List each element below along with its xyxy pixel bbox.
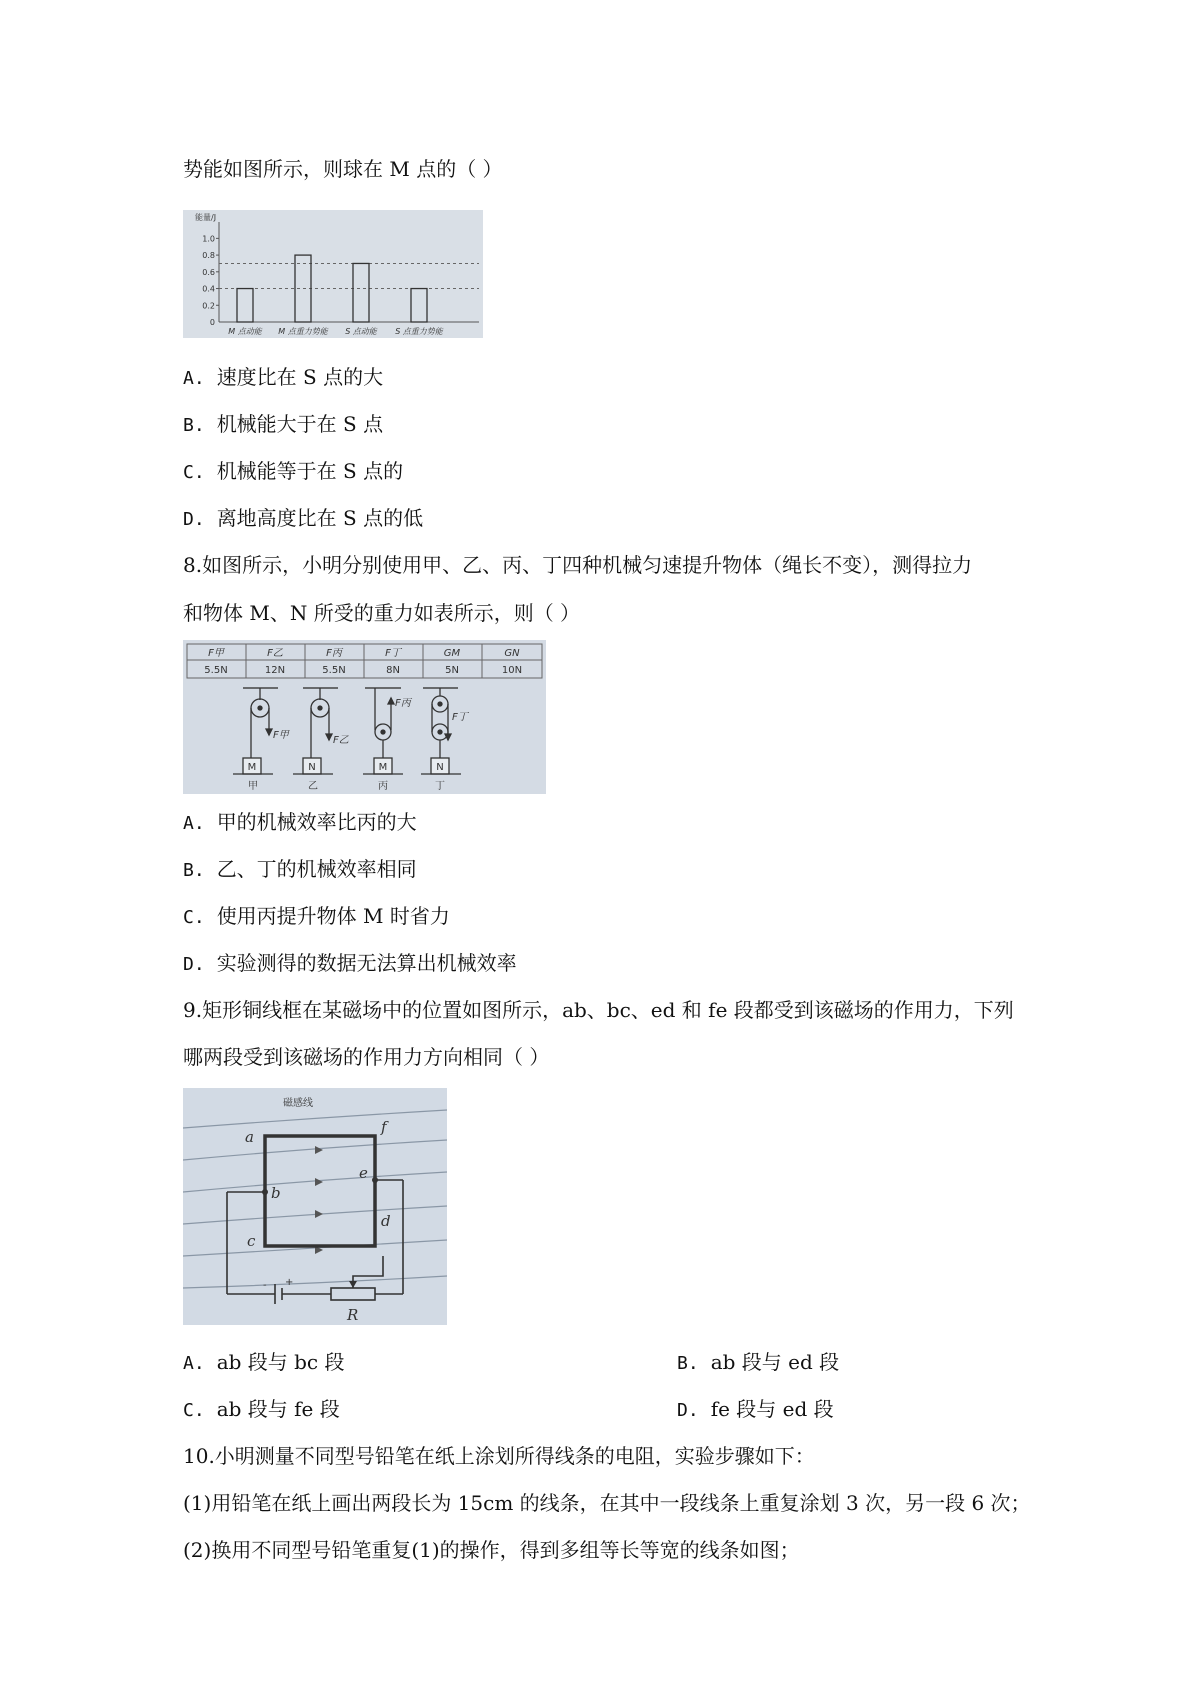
q8-pulley-figure [183, 640, 546, 794]
q8-stem-line2: 和物体 M、N 所受的重力如表所示，则（ ） [183, 601, 581, 625]
q10-line2: (1)用铅笔在纸上画出两段长为 15cm 的线条，在其中一段线条上重复涂划 3 次，另一段 6 次； [183, 1491, 1031, 1515]
table-value-f-bing: 5.5N [322, 665, 346, 676]
q7-stem: 势能如图所示，则球在 M 点的（ ） [183, 157, 503, 181]
bar-1 [237, 289, 253, 322]
point-d: d [381, 1212, 391, 1230]
point-a: a [245, 1128, 254, 1146]
table-value-f-jia: 5.5N [204, 665, 228, 676]
name-jia: 甲 [248, 781, 258, 792]
table-value-f-ding: 8N [386, 665, 400, 676]
q8-option-d[interactable]: D. 实验测得的数据无法算出机械效率 [183, 951, 517, 975]
copper-frame [265, 1136, 375, 1246]
x-category-label: S 点动能 [345, 327, 377, 336]
point-c: c [247, 1232, 256, 1250]
resistor-label: R [347, 1306, 359, 1324]
name-ding: 丁 [435, 781, 445, 792]
y-tick-label: 0.8 [202, 251, 215, 261]
table-header-f-yi: F乙 [267, 648, 283, 659]
table-value-f-yi: 12N [264, 665, 286, 676]
q9-option-d[interactable]: D. fe 段与 ed 段 [677, 1397, 834, 1421]
table-header-gn: GN [504, 648, 520, 659]
label-f-ding: F丁 [452, 712, 468, 723]
name-yi: 乙 [308, 781, 318, 792]
block-label-bing: M [378, 762, 388, 773]
table-value-gn: 10N [501, 665, 523, 676]
y-tick-label: 0.6 [202, 267, 215, 277]
table-header-f-bing: F丙 [326, 648, 342, 659]
q8-stem-line1: 8.如图所示，小明分别使用甲、乙、丙、丁四种机械匀速提升物体（绳长不变），测得拉力 [183, 553, 973, 577]
q9-stem-line1: 9.矩形铜线框在某磁场中的位置如图所示，ab、bc、ed 和 fe 段都受到该磁场的作用力，下列 [183, 998, 1014, 1022]
battery-minus: - [263, 1280, 267, 1291]
table-value-gm: 5N [445, 665, 459, 676]
y-tick-label: 0.4 [202, 284, 215, 294]
y-tick-label: 0 [209, 318, 215, 327]
q9-stem-line2: 哪两段受到该磁场的作用力方向相同（ ） [183, 1045, 550, 1069]
point-b: b [271, 1184, 281, 1202]
block-label-yi: N [308, 762, 316, 773]
q9-option-a[interactable]: A. ab 段与 bc 段 [183, 1350, 345, 1374]
point-f: f [381, 1118, 387, 1136]
q7-energy-bar-chart [183, 210, 483, 338]
point-e: e [359, 1164, 368, 1182]
label-field-lines: 磁感线 [283, 1098, 313, 1109]
q7-option-a[interactable]: A. 速度比在 S 点的大 [183, 365, 384, 389]
x-category-label: S 点重力势能 [395, 327, 443, 336]
table-header-f-jia: F甲 [208, 648, 224, 659]
q8-option-c[interactable]: C. 使用丙提升物体 M 时省力 [183, 904, 450, 928]
force-table [187, 644, 542, 678]
q8-option-a[interactable]: A. 甲的机械效率比丙的大 [183, 810, 417, 834]
q9-magnetic-field-figure [183, 1088, 447, 1325]
table-header-f-ding: F丁 [385, 648, 401, 659]
q7-option-b[interactable]: B. 机械能大于在 S 点 [183, 412, 384, 436]
q8-option-b[interactable]: B. 乙、丁的机械效率相同 [183, 857, 417, 881]
label-f-yi: F乙 [333, 735, 349, 746]
bar-3 [353, 263, 369, 322]
label-f-bing: F丙 [395, 698, 411, 709]
q7-option-d[interactable]: D. 离地高度比在 S 点的低 [183, 506, 424, 530]
bar-4 [411, 289, 427, 322]
label-f-jia: F甲 [273, 730, 289, 741]
y-tick-label: 1.0 [202, 234, 215, 244]
battery-plus: + [285, 1277, 294, 1288]
x-category-label: M 点动能 [228, 327, 262, 336]
table-header-gm: GM [443, 648, 461, 659]
q10-line1: 10.小明测量不同型号铅笔在纸上涂划所得线条的电阻，实验步骤如下： [183, 1444, 815, 1468]
name-bing: 丙 [378, 781, 388, 792]
q9-option-b[interactable]: B. ab 段与 ed 段 [677, 1350, 840, 1374]
chart-ylabel: 能量/J [195, 213, 217, 222]
y-tick-label: 0.2 [202, 301, 215, 311]
block-label-ding: N [436, 762, 444, 773]
block-label-jia: M [247, 762, 257, 773]
q9-option-c[interactable]: C. ab 段与 fe 段 [183, 1397, 340, 1421]
q10-line3: (2)换用不同型号铅笔重复(1)的操作，得到多组等长等宽的线条如图； [183, 1538, 800, 1562]
q7-option-c[interactable]: C. 机械能等于在 S 点的 [183, 459, 404, 483]
x-category-label: M 点重力势能 [278, 327, 328, 336]
